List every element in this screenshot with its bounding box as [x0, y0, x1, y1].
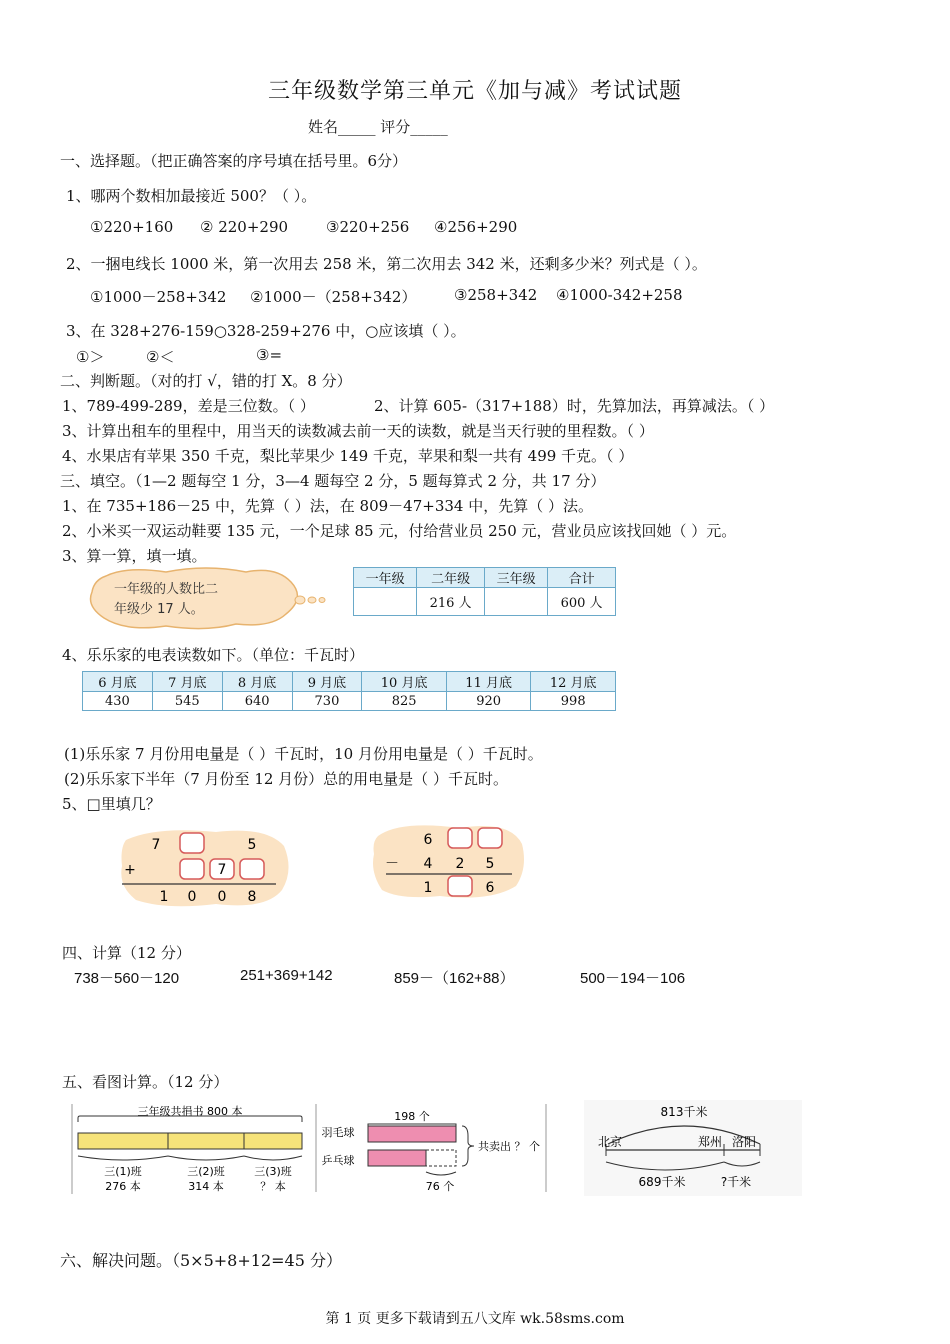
city-luoyang: 洛阳	[731, 1135, 757, 1149]
meter-reading: 640	[222, 692, 292, 711]
total-label: 三年级共捐书 800 本	[137, 1105, 243, 1118]
left-distance: 689千米	[638, 1175, 686, 1189]
fill-4-2: (2)乐乐家下半年（7 月份至 12 月份）总的用电量是（ ）千瓦时。	[64, 770, 508, 788]
city-beijing: 北京	[597, 1135, 623, 1149]
page-title: 三年级数学第三单元《加与减》考试试题	[267, 79, 682, 104]
meter-month: 10 月底	[362, 672, 447, 692]
fill-4-1: (1)乐乐家 7 月份用电量是（ ）千瓦时，10 月份用电量是（ ）千瓦时。	[64, 745, 543, 763]
grade-header: 二年级	[417, 568, 485, 588]
grade-header: 三年级	[484, 568, 547, 588]
section-2-heading: 二、判断题。（对的打 √，错的打 X。8 分）	[60, 372, 352, 390]
q1-2-opt-4: ④1000-342+258	[556, 286, 683, 304]
calc-expr-2: 251+369+142	[240, 967, 333, 984]
fill-4: 4、乐乐家的电表读数如下。（单位：千瓦时）	[62, 646, 365, 664]
grade-value: 600 人	[548, 588, 616, 616]
meter-reading: 545	[152, 692, 222, 711]
meter-month: 7 月底	[152, 672, 222, 692]
q1-2-opt-3: ③258+342	[454, 286, 538, 304]
judge-1: 1、789-499-289，差是三位数。（ ）	[62, 397, 315, 415]
class-1-label: 三(1)班	[104, 1165, 142, 1178]
q1-3: 3、在 328+276-159○328-259+276 中，○应该填（ ）。	[66, 322, 466, 340]
calc-expr-1: 738－560－120	[74, 970, 180, 987]
digit-box[interactable]	[448, 876, 472, 896]
section-4-heading: 四、计算（12 分）	[62, 944, 191, 962]
meter-reading: 998	[531, 692, 616, 711]
meter-table	[82, 671, 616, 711]
section-6-heading: 六、解决问题。（5×5+8+12=45 分）	[60, 1251, 342, 1270]
pingpong-bar	[368, 1150, 426, 1166]
digit-box[interactable]	[240, 859, 264, 879]
subtraction-puzzle	[370, 820, 528, 900]
q1-3-opt-2: ②＜	[146, 348, 175, 366]
sub-operator: －	[385, 856, 399, 872]
q1-2: 2、一捆电线长 1000 米，第一次用去 258 米，第二次用去 342 米，还剩多少米？列式是（ ）。	[66, 255, 707, 273]
bottom-count: 76 个	[425, 1180, 455, 1193]
name-score-line: 姓名_____ 评分_____	[308, 118, 448, 136]
add-result: 0	[187, 889, 197, 905]
class-1-count: 276 本	[105, 1180, 141, 1193]
meter-reading: 730	[292, 692, 362, 711]
pingpong-label: 乒乓球	[321, 1154, 355, 1167]
meter-month: 11 月底	[446, 672, 531, 692]
calc-expr-4: 500－194－106	[580, 970, 686, 987]
class-3-label: 三(3)班	[254, 1165, 292, 1178]
badminton-bar	[368, 1126, 456, 1142]
distance-figure	[584, 1100, 802, 1196]
q1-3-opt-1: ①＞	[76, 348, 105, 366]
add-result: 0	[217, 889, 227, 905]
badminton-label: 羽毛球	[321, 1126, 355, 1139]
class-2-count: 314 本	[188, 1180, 224, 1193]
q1-3-opt-3: ③=	[256, 346, 283, 364]
right-distance: ?千米	[720, 1175, 752, 1189]
q1-1-opt-2: ② 220+290	[200, 218, 289, 236]
section-5-heading: 五、看图计算。（12 分）	[62, 1073, 229, 1091]
grade-value: 216 人	[417, 588, 485, 616]
total-sold-label: 共卖出 ？ 个	[478, 1140, 540, 1153]
calc-expr-3: 859－（162+88）	[394, 970, 515, 987]
grade-value	[354, 588, 417, 616]
bubble-line-2: 年级少 17 人。	[114, 602, 204, 617]
digit-box[interactable]	[478, 828, 502, 848]
meter-month: 12 月底	[531, 672, 616, 692]
add-operator: +	[124, 862, 136, 878]
add-result: 1	[159, 889, 169, 905]
grade-header: 一年级	[354, 568, 417, 588]
meter-reading: 825	[362, 692, 447, 711]
grade-header: 合计	[548, 568, 616, 588]
class-2-label: 三(2)班	[187, 1165, 225, 1178]
add-digit: 7	[151, 837, 161, 853]
meter-month: 8 月底	[222, 672, 292, 692]
total-distance: 813千米	[660, 1105, 708, 1119]
meter-reading: 430	[83, 692, 153, 711]
city-zhengzhou: 郑州	[697, 1135, 723, 1149]
top-count: 198 个	[394, 1110, 430, 1123]
judge-2: 2、计算 605-（317+188）时，先算加法，再算减法。（ ）	[374, 397, 775, 415]
section-3-heading: 三、填空。（1—2 题每空 1 分，3—4 题每空 2 分，5 题每算式 2 分，共 17 分）	[60, 472, 606, 490]
add-digit: 5	[247, 837, 257, 853]
q1-1: 1、哪两个数相加最接近 500？（ ）。	[66, 187, 317, 205]
addition-puzzle	[116, 826, 292, 910]
sub-result: 6	[485, 880, 495, 896]
ball-sales-figure	[312, 1100, 550, 1196]
meter-reading: 920	[446, 692, 531, 711]
q1-1-opt-3: ③220+256	[326, 218, 410, 236]
page-footer: 第 1 页 更多下载请到五八文库 wk.58sms.com	[325, 1311, 625, 1327]
grade-table	[353, 567, 616, 616]
class-3-count: ？ 本	[260, 1180, 286, 1193]
digit-box[interactable]	[180, 833, 204, 853]
q1-2-opt-1: ①1000－258+342	[90, 288, 227, 306]
q1-2-opt-2: ②1000－（258+342）	[250, 288, 417, 306]
q1-1-opt-4: ④256+290	[434, 218, 518, 236]
meter-month: 9 月底	[292, 672, 362, 692]
digit-box[interactable]	[180, 859, 204, 879]
sub-digit: 5	[485, 856, 495, 872]
meter-month: 6 月底	[83, 672, 153, 692]
sub-result: 1	[423, 880, 433, 896]
total-bar	[78, 1133, 302, 1149]
fill-5: 5、□里填几？	[62, 795, 161, 813]
judge-4: 4、水果店有苹果 350 千克，梨比苹果少 149 千克，苹果和梨一共有 499 千克。（ ）	[62, 447, 634, 465]
thought-bubble	[86, 566, 332, 632]
bubble-line-1: 一年级的人数比二	[114, 582, 219, 597]
sub-digit: 6	[423, 832, 433, 848]
sub-digit: 2	[455, 856, 465, 872]
sub-digit: 4	[423, 856, 433, 872]
fill-3: 3、算一算，填一填。	[62, 547, 207, 565]
q1-1-opt-1: ①220+160	[90, 218, 174, 236]
book-donation-figure	[70, 1100, 312, 1196]
add-result: 8	[247, 889, 257, 905]
fill-1: 1、在 735+186－25 中，先算（ ）法，在 809－47+334 中，先算（ ）法。	[62, 497, 593, 515]
fill-2: 2、小米买一双运动鞋要 135 元，一个足球 85 元，付给营业员 250 元，营业员应该找回她（ ）元。	[62, 522, 737, 540]
grade-value	[484, 588, 547, 616]
digit-box[interactable]	[448, 828, 472, 848]
add-digit: 7	[217, 862, 227, 878]
section-1-heading: 一、选择题。（把正确答案的序号填在括号里。6分）	[60, 152, 408, 170]
judge-3: 3、计算出租车的里程中，用当天的读数减去前一天的读数，就是当天行驶的里程数。（ ）	[62, 422, 654, 440]
